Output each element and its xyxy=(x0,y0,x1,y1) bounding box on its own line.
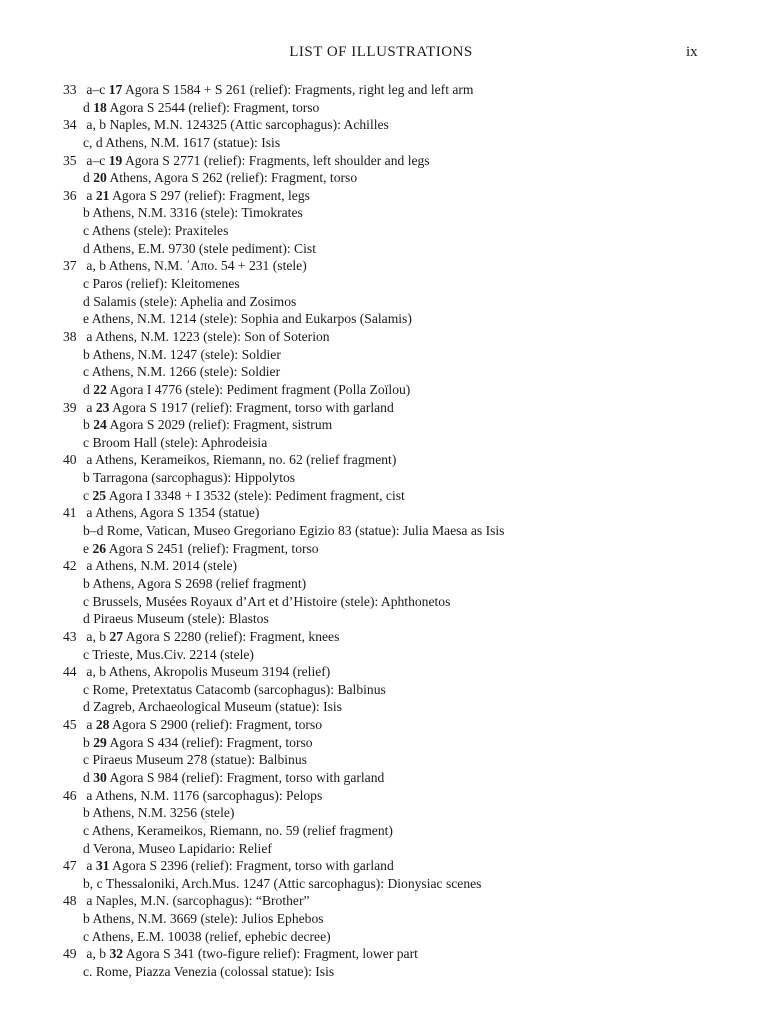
entry-text: Rome, Piazza Venezia (colossal statue): Isis xyxy=(95,964,335,980)
list-item xyxy=(63,593,743,611)
sub-label: b xyxy=(83,734,90,750)
catalogue-number: 25 xyxy=(92,487,107,503)
list-item xyxy=(63,522,743,540)
entry-text: Brussels, Musées Royaux d’Art et d’Histoire (stele): Aphthonetos xyxy=(92,593,451,609)
entry-text: Naples, M.N. (sarcophagus): “Brother” xyxy=(95,893,310,909)
list-item xyxy=(63,293,743,311)
plate-number: 36 xyxy=(63,187,77,203)
plate-number: 49 xyxy=(63,946,77,962)
list-item xyxy=(63,540,743,558)
plate-number: 41 xyxy=(63,505,77,521)
list-item xyxy=(63,152,743,170)
entry-text: Agora S 2451 (relief): Fragment, torso xyxy=(108,540,319,556)
sub-label: c xyxy=(83,646,90,662)
sub-label: c, d xyxy=(83,134,103,150)
sub-label: d xyxy=(83,293,90,309)
entry-text: Athens (stele): Praxiteles xyxy=(91,223,229,239)
entry-text: Athens, Agora S 2698 (relief fragment) xyxy=(92,575,307,591)
sub-label: b xyxy=(83,805,90,821)
entry-text: Athens, Agora S 1354 (statue) xyxy=(95,505,260,521)
entry-text: Agora S 2544 (relief): Fragment, torso xyxy=(109,99,320,115)
list-item xyxy=(63,681,743,699)
entry-text: Broom Hall (stele): Aphrodeisia xyxy=(92,434,268,450)
illustrations-list xyxy=(63,81,743,981)
list-item xyxy=(63,751,743,769)
catalogue-number: 24 xyxy=(93,417,107,433)
entry-text: Agora S 2396 (relief): Fragment, torso with garland xyxy=(112,858,394,874)
sub-label: e xyxy=(83,540,90,556)
sub-label: d xyxy=(83,769,90,785)
sub-label: a xyxy=(86,187,93,203)
entry-text: Athens, N.M. 1176 (sarcophagus): Pelops xyxy=(95,787,323,803)
list-item xyxy=(63,840,743,858)
sub-label: d xyxy=(83,840,90,856)
sub-label: a xyxy=(86,452,93,468)
entry-text: Salamis (stele): Aphelia and Zosimos xyxy=(93,293,297,309)
list-item xyxy=(63,328,743,346)
entry-text: Athens, Akropolis Museum 3194 (relief) xyxy=(108,664,331,680)
entry-text: Athens, N.M. 1214 (stele): Sophia and Eukarpos (Salamis) xyxy=(91,311,412,327)
sub-label: d xyxy=(83,240,90,256)
plate-number: 43 xyxy=(63,628,77,644)
list-item xyxy=(63,822,743,840)
catalogue-number: 27 xyxy=(109,628,124,644)
sub-label: b–d xyxy=(83,523,104,539)
sub-label: c xyxy=(83,487,90,503)
plate-number: 37 xyxy=(63,258,77,274)
sub-label: a xyxy=(86,858,93,874)
list-item xyxy=(63,646,743,664)
list-item xyxy=(63,310,743,328)
entry-text: Agora S 434 (relief): Fragment, torso xyxy=(109,734,313,750)
list-item xyxy=(63,963,743,981)
sub-label: b, c xyxy=(83,875,103,891)
sub-label: a xyxy=(86,787,93,803)
list-item xyxy=(63,857,743,875)
header-title: LIST OF ILLUSTRATIONS xyxy=(289,44,473,60)
sub-label: c xyxy=(83,434,90,450)
entry-text: Athens, N.M. 3256 (stele) xyxy=(92,805,235,821)
entry-text: Athens, N.M. 1266 (stele): Soldier xyxy=(91,364,281,380)
sub-label: a, b xyxy=(86,664,107,680)
sub-label: a–c xyxy=(86,82,106,97)
sub-label: c xyxy=(83,276,90,292)
entry-text: Agora S 2280 (relief): Fragment, knees xyxy=(125,628,340,644)
plate-number: 44 xyxy=(63,664,77,680)
sub-label: c xyxy=(83,822,90,838)
sub-label: c xyxy=(83,364,90,380)
list-item xyxy=(63,734,743,752)
catalogue-number: 29 xyxy=(93,734,107,750)
entry-text: Athens, Kerameikos, Riemann, no. 62 (relief fragment) xyxy=(95,452,397,468)
entry-text: Athens, E.M. 9730 (stele pediment): Cist xyxy=(92,240,316,256)
entry-text: Athens, N.M. 1247 (stele): Soldier xyxy=(92,346,281,362)
list-item xyxy=(63,451,743,469)
list-item xyxy=(63,945,743,963)
list-item xyxy=(63,363,743,381)
entry-text: Agora S 341 (two-figure relief): Fragment, lower part xyxy=(125,946,418,962)
entry-text: Rome, Vatican, Museo Gregoriano Egizio 83 (statue): Julia Maesa as Isis xyxy=(106,523,505,539)
catalogue-number: 23 xyxy=(95,399,110,415)
list-item xyxy=(63,787,743,805)
list-item xyxy=(63,275,743,293)
list-item xyxy=(63,628,743,646)
list-item xyxy=(63,81,743,99)
catalogue-number: 30 xyxy=(93,769,107,785)
list-item xyxy=(63,240,743,258)
entry-text: Athens, E.M. 10038 (relief, ephebic decree) xyxy=(91,928,331,944)
plate-number: 39 xyxy=(63,399,77,415)
list-item xyxy=(63,399,743,417)
sub-label: d xyxy=(83,99,90,115)
catalogue-number: 17 xyxy=(108,82,123,97)
page-number: ix xyxy=(686,44,698,60)
plate-number: 35 xyxy=(63,152,77,168)
sub-label: c xyxy=(83,752,90,768)
entry-text: Agora S 2029 (relief): Fragment, sistrum xyxy=(109,417,333,433)
sub-label: a, b xyxy=(86,117,107,133)
entry-text: Zagreb, Archaeological Museum (statue): Isis xyxy=(93,699,342,715)
list-item xyxy=(63,557,743,575)
list-item xyxy=(63,663,743,681)
plate-number: 46 xyxy=(63,787,77,803)
entry-text: Agora S 984 (relief): Fragment, torso with garland xyxy=(109,769,385,785)
catalogue-number: 32 xyxy=(109,946,124,962)
plate-number: 34 xyxy=(63,117,77,133)
list-item xyxy=(63,804,743,822)
plate-number: 48 xyxy=(63,893,77,909)
catalogue-number: 18 xyxy=(93,99,107,115)
sub-label: c xyxy=(83,928,90,944)
list-item xyxy=(63,99,743,117)
sub-label: e xyxy=(83,311,90,327)
entry-text: Agora S 1917 (relief): Fragment, torso with garland xyxy=(112,399,394,415)
list-item xyxy=(63,469,743,487)
sub-label: b xyxy=(83,575,90,591)
sub-label: b xyxy=(83,417,90,433)
entry-text: Agora S 2771 (relief): Fragments, left shoulder and legs xyxy=(124,152,430,168)
entry-text: Athens, N.M. 1617 (statue): Isis xyxy=(105,134,281,150)
entry-text: Naples, M.N. 124325 (Attic sarcophagus): Achilles xyxy=(109,117,389,133)
list-item xyxy=(63,134,743,152)
entry-text: Agora S 2900 (relief): Fragment, torso xyxy=(112,717,323,733)
sub-label: c xyxy=(83,223,90,239)
sub-label: c xyxy=(83,681,90,697)
catalogue-number: 21 xyxy=(95,187,110,203)
list-item xyxy=(63,575,743,593)
sub-label: a, b xyxy=(86,628,107,644)
entry-text: Agora S 1584 + S 261 (relief): Fragments, right leg and left arm xyxy=(124,82,474,97)
entry-text: Athens, N.M. 1223 (stele): Son of Soterion xyxy=(95,328,330,344)
entry-text: Athens, Agora S 262 (relief): Fragment, torso xyxy=(109,170,358,186)
sub-label: b xyxy=(83,911,90,927)
entry-text: Athens, Kerameikos, Riemann, no. 59 (relief fragment) xyxy=(91,822,393,838)
entry-text: Agora I 3348 + I 3532 (stele): Pediment fragment, cist xyxy=(108,487,405,503)
sub-label: a xyxy=(86,328,93,344)
sub-label: a xyxy=(86,717,93,733)
plate-number: 47 xyxy=(63,858,77,874)
plate-number: 42 xyxy=(63,558,77,574)
list-item xyxy=(63,169,743,187)
sub-label: a xyxy=(86,893,93,909)
sub-label: a xyxy=(86,505,93,521)
list-item xyxy=(63,346,743,364)
list-item xyxy=(63,381,743,399)
entry-text: Thessaloniki, Arch.Mus. 1247 (Attic sarcophagus): Dionysiac scenes xyxy=(105,875,482,891)
sub-label: d xyxy=(83,611,90,627)
list-item xyxy=(63,222,743,240)
sub-label: c xyxy=(83,593,90,609)
list-item xyxy=(63,610,743,628)
entry-text: Athens, N.M. 3316 (stele): Timokrates xyxy=(92,205,303,221)
sub-label: a xyxy=(86,558,93,574)
sub-label: d xyxy=(83,381,90,397)
list-item xyxy=(63,416,743,434)
entry-text: Verona, Museo Lapidario: Relief xyxy=(92,840,272,856)
plate-number: 38 xyxy=(63,328,77,344)
sub-label: b xyxy=(83,346,90,362)
list-item xyxy=(63,716,743,734)
entry-text: Agora S 297 (relief): Fragment, legs xyxy=(112,187,310,203)
sub-label: a xyxy=(86,399,93,415)
sub-label: a–c xyxy=(86,152,106,168)
list-item xyxy=(63,434,743,452)
entry-text: Trieste, Mus.Civ. 2214 (stele) xyxy=(92,646,254,662)
entry-text: Tarragona (sarcophagus): Hippolytos xyxy=(92,470,296,486)
sub-label: a, b xyxy=(86,946,107,962)
plate-number: 40 xyxy=(63,452,77,468)
list-item xyxy=(63,892,743,910)
sub-label: c. xyxy=(83,964,93,980)
sub-label: a, b xyxy=(86,258,107,274)
entry-text: Athens, N.M. 3669 (stele): Julios Ephebos xyxy=(92,911,324,927)
entry-text: Athens, N.M. ᾿Απο. 54 + 231 (stele) xyxy=(108,258,307,274)
sub-label: d xyxy=(83,170,90,186)
sub-label: b xyxy=(83,205,90,221)
list-item xyxy=(63,910,743,928)
list-item xyxy=(63,875,743,893)
catalogue-number: 19 xyxy=(108,152,123,168)
sub-label: b xyxy=(83,470,90,486)
list-item xyxy=(63,928,743,946)
list-item xyxy=(63,504,743,522)
list-item xyxy=(63,116,743,134)
list-item xyxy=(63,204,743,222)
catalogue-number: 28 xyxy=(95,717,110,733)
catalogue-number: 22 xyxy=(93,381,107,397)
entry-text: Agora I 4776 (stele): Pediment fragment (Polla Zoïlou) xyxy=(109,381,411,397)
catalogue-number: 20 xyxy=(93,170,107,186)
sub-label: d xyxy=(83,699,90,715)
list-item xyxy=(63,698,743,716)
list-item xyxy=(63,487,743,505)
entry-text: Piraeus Museum 278 (statue): Balbinus xyxy=(92,752,307,768)
entry-text: Paros (relief): Kleitomenes xyxy=(92,276,240,292)
entry-text: Piraeus Museum (stele): Blastos xyxy=(93,611,269,627)
plate-number: 33 xyxy=(63,82,77,97)
catalogue-number: 31 xyxy=(95,858,110,874)
catalogue-number: 26 xyxy=(92,540,107,556)
entry-text: Rome, Pretextatus Catacomb (sarcophagus): Balbinus xyxy=(92,681,386,697)
list-item xyxy=(63,257,743,275)
entry-text: Athens, N.M. 2014 (stele) xyxy=(95,558,238,574)
list-item xyxy=(63,187,743,205)
plate-number: 45 xyxy=(63,717,77,733)
list-item xyxy=(63,769,743,787)
